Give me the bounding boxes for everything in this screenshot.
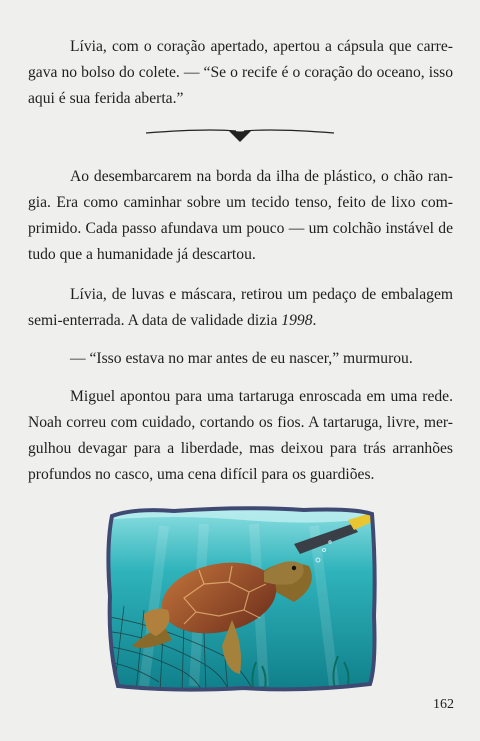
paragraph-3-line-2 xyxy=(28,308,453,334)
page-number: 162 xyxy=(433,697,454,712)
paragraph-1-line-3: aqui é sua ferida aberta.” xyxy=(28,90,184,107)
paragraph-3 xyxy=(28,282,453,334)
paragraph-3-line-2-text: semi-enterrada. A data de validade dizia xyxy=(28,312,282,329)
paragraph-2-line-1: Ao desembarcarem na borda da ilha de plástico, o chão ran- xyxy=(70,168,453,185)
paragraph-3-line-1: Lívia, de luvas e máscara, retirou um pedaço de embalagem xyxy=(70,286,453,303)
paragraph-2 xyxy=(28,164,453,268)
paragraph-1 xyxy=(28,34,453,112)
paragraph-2-line-4: tudo que a humanidade já descartou. xyxy=(28,246,256,263)
paragraph-1-line-1: Lívia, com o coração apertado, apertou a cápsula que carre- xyxy=(70,38,453,55)
paragraph-5 xyxy=(28,384,453,488)
paragraph-5-line-4: profundos no casco, uma cena difícil para os guardiões. xyxy=(28,466,375,483)
paragraph-5-line-2: Noah correu com cuidado, cortando os fios. A tartaruga, livre, mer- xyxy=(28,414,453,431)
ornament-divider-icon xyxy=(144,122,336,144)
turtle-illustration xyxy=(104,506,378,692)
paragraph-1-line-2: gava no bolso do colete. — “Se o recife é o coração do oceano, isso xyxy=(28,64,453,81)
paragraph-5-line-1: Miguel apontou para uma tartaruga enroscada em uma rede. xyxy=(70,388,453,405)
paragraph-3-end: . xyxy=(312,312,317,329)
paragraph-2-line-3: primido. Cada passo afundava um pouco — um colchão instável de xyxy=(28,220,453,237)
paragraph-2-line-2: gia. Era como caminhar sobre um tecido tenso, feito de lixo com- xyxy=(28,194,453,211)
paragraph-4-line-1: — “Isso estava no mar antes de eu nascer,” murmurou. xyxy=(70,350,413,367)
paragraph-5-line-3: gulhou devagar para a liberdade, mas deixou para trás arranhões xyxy=(28,440,453,457)
paragraph-4 xyxy=(28,346,453,372)
expiry-year: 1998 xyxy=(281,312,313,329)
